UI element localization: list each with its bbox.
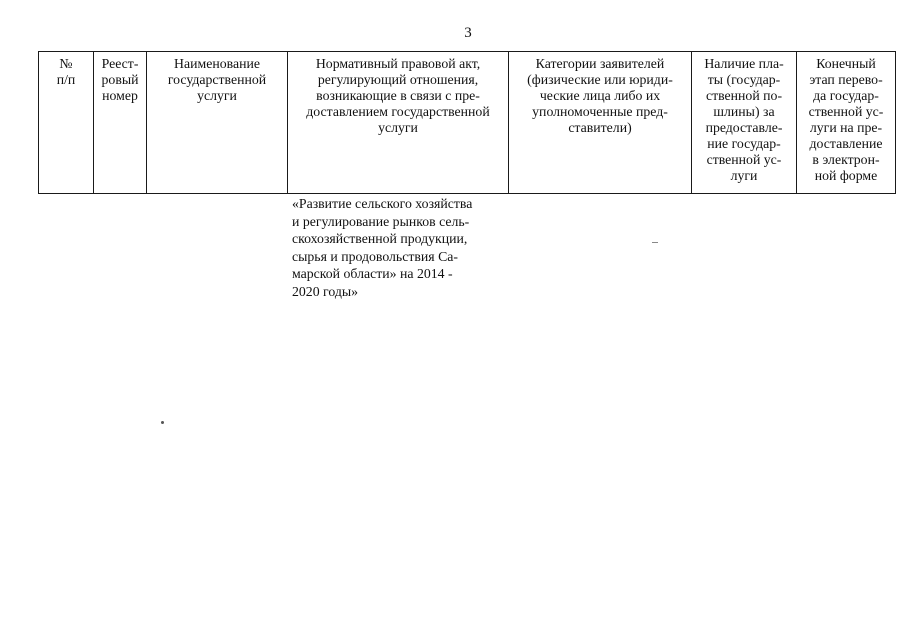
page-number: 3	[464, 25, 472, 41]
header-cell-number	[39, 52, 94, 194]
header-cell-final-stage	[797, 52, 896, 194]
header-cell-applicants	[509, 52, 692, 194]
services-table-header	[38, 51, 896, 194]
scan-speck	[161, 421, 164, 424]
header-label-final-stage: Конечный этап перево- да государ- ственной ус- луги на пре- доставление в электрон- ной форме	[808, 56, 884, 183]
header-cell-registry-number	[94, 52, 147, 194]
header-cell-service-name	[147, 52, 288, 194]
header-label-registry-number: Реест- ровый номер	[101, 56, 139, 103]
scan-speck	[652, 242, 658, 243]
header-label-fee: Наличие пла- ты (государ- ственной по- шлины) за предоставле- ние государ- ственной ус- луги	[704, 56, 784, 183]
header-label-number: № п/п	[56, 56, 76, 87]
header-label-legal-act: Нормативный правовой акт, регулирующий отношения, возникающие в связи с пре- доставлением государственной услуги	[306, 56, 490, 135]
table-header-row	[39, 52, 896, 194]
header-label-service-name: Наименование государственной услуги	[167, 56, 267, 103]
program-continuation-text: «Развитие сельского хозяйства и регулирование рынков сель- скохозяйственной продукции, сырья и продовольствия Са- марской области» на 2014 - 2020 годы»	[292, 196, 473, 299]
header-cell-legal-act	[288, 52, 509, 194]
header-label-applicants: Категории заявителей (физические или юриди- ческие лица либо их уполномоченные пред- ставители)	[527, 56, 673, 135]
header-cell-fee	[692, 52, 797, 194]
